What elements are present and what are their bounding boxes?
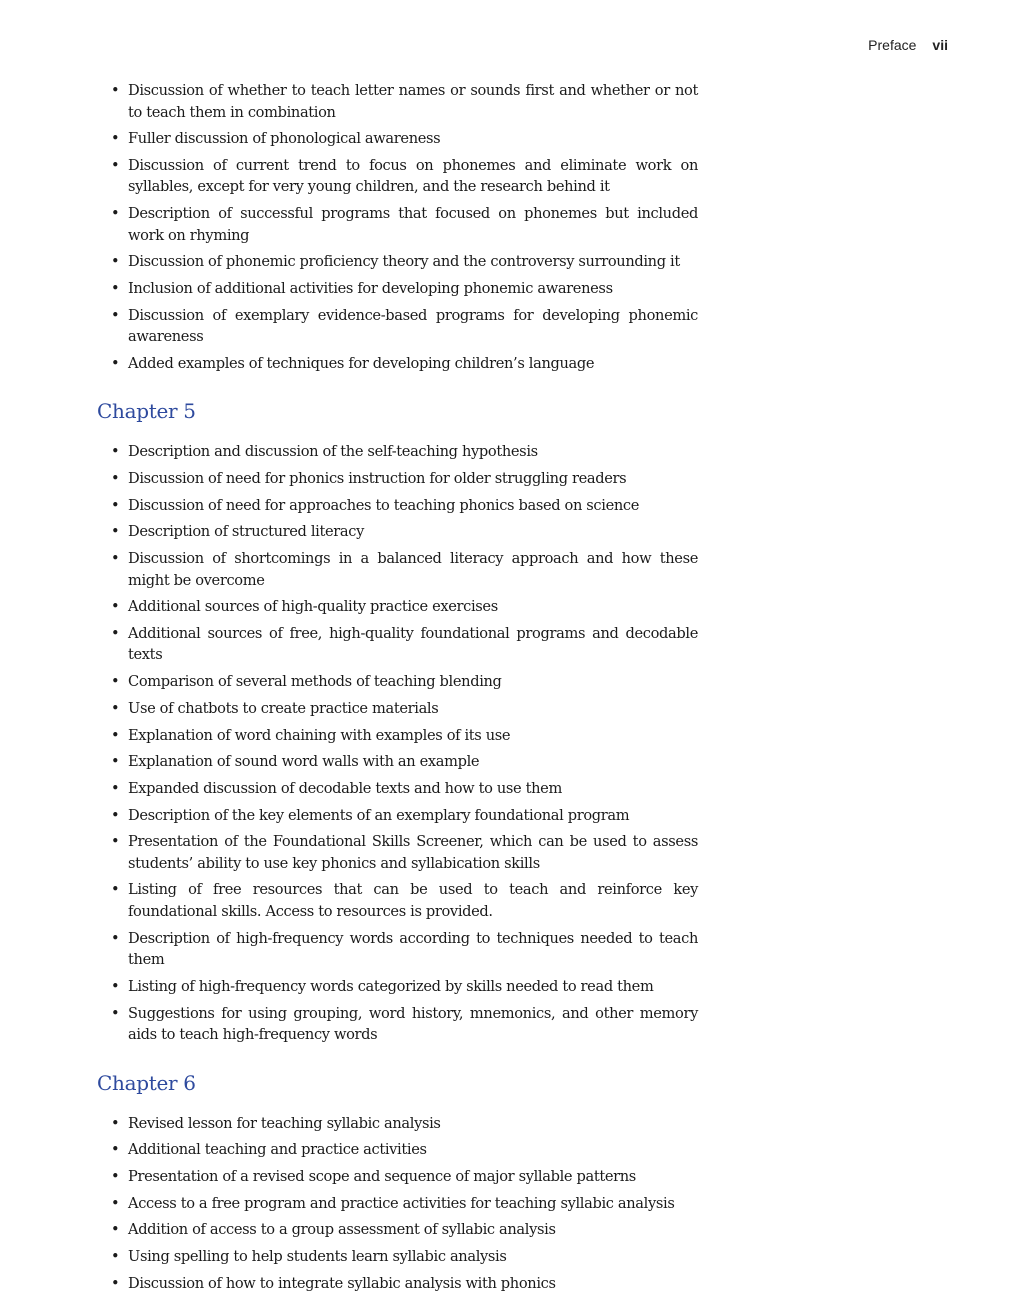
list-item: • Additional sources of free, high-quality foundational programs and decodable texts: [97, 623, 698, 666]
list-item: • Discussion of need for approaches to teaching phonics based on science: [97, 495, 698, 517]
list-item: • Access to a free program and practice activities for teaching syllabic analysis: [97, 1193, 698, 1215]
list-item: • Discussion of current trend to focus on phonemes and eliminate work on syllables, except for very young children, and the research behind it: [97, 155, 698, 198]
intro-bullet-list: [97, 80, 698, 374]
list-item: • Fuller discussion of phonological awareness: [97, 128, 698, 150]
list-item: • Using spelling to help students learn syllabic analysis: [97, 1246, 698, 1268]
list-item: • Explanation of word chaining with examples of its use: [97, 725, 698, 747]
page-content: [97, 80, 698, 1299]
list-item: • Discussion of phonemic proficiency theory and the controversy surrounding it: [97, 251, 698, 273]
list-item: • Explanation of sound word walls with an example: [97, 751, 698, 773]
running-head: [868, 37, 948, 53]
chapter-5-bullet-list: [97, 441, 698, 1045]
list-item: • Revised lesson for teaching syllabic analysis: [97, 1113, 698, 1135]
list-item: • Listing of high-frequency words categorized by skills needed to read them: [97, 976, 698, 998]
list-item: • Comparison of several methods of teaching blending: [97, 671, 698, 693]
page-number: vii: [932, 37, 948, 53]
list-item: • Added examples of techniques for developing children’s language: [97, 353, 698, 375]
list-item: • Description of structured literacy: [97, 521, 698, 543]
list-item: • Addition of access to a group assessment of syllabic analysis: [97, 1219, 698, 1241]
list-item: • Use of chatbots to create practice materials: [97, 698, 698, 720]
list-item: • Description of high-frequency words according to techniques needed to teach them: [97, 928, 698, 971]
list-item: • Description of the key elements of an exemplary foundational program: [97, 805, 698, 827]
list-item: • Description and discussion of the self-teaching hypothesis: [97, 441, 698, 463]
chapter-6-bullet-list: [97, 1113, 698, 1295]
list-item: • Discussion of exemplary evidence-based programs for developing phonemic awareness: [97, 305, 698, 348]
list-item: • Discussion of need for phonics instruction for older struggling readers: [97, 468, 698, 490]
list-item: • Additional teaching and practice activities: [97, 1139, 698, 1161]
list-item: • Description of successful programs that focused on phonemes but included work on rhyming: [97, 203, 698, 246]
list-item: • Discussion of how to integrate syllabic analysis with phonics: [97, 1273, 698, 1295]
chapter-6-heading: Chapter 6: [97, 1070, 196, 1095]
list-item: • Additional sources of high-quality practice exercises: [97, 596, 698, 618]
list-item: • Inclusion of additional activities for developing phonemic awareness: [97, 278, 698, 300]
running-head-section: Preface: [868, 37, 917, 53]
list-item: • Suggestions for using grouping, word history, mnemonics, and other memory aids to teach high-frequency words: [97, 1003, 698, 1046]
chapter-5-heading: Chapter 5: [97, 399, 196, 424]
list-item: • Discussion of whether to teach letter names or sounds first and whether or not to teach them in combination: [97, 80, 698, 123]
list-item: • Listing of free resources that can be used to teach and reinforce key foundational skills. Access to resources is provided.: [97, 879, 698, 922]
list-item: • Expanded discussion of decodable texts and how to use them: [97, 778, 698, 800]
list-item: • Presentation of a revised scope and sequence of major syllable patterns: [97, 1166, 698, 1188]
list-item: • Discussion of shortcomings in a balanced literacy approach and how these might be overcome: [97, 548, 698, 591]
list-item: • Presentation of the Foundational Skills Screener, which can be used to assess students’ ability to use key phonics and syllabication skills: [97, 831, 698, 874]
